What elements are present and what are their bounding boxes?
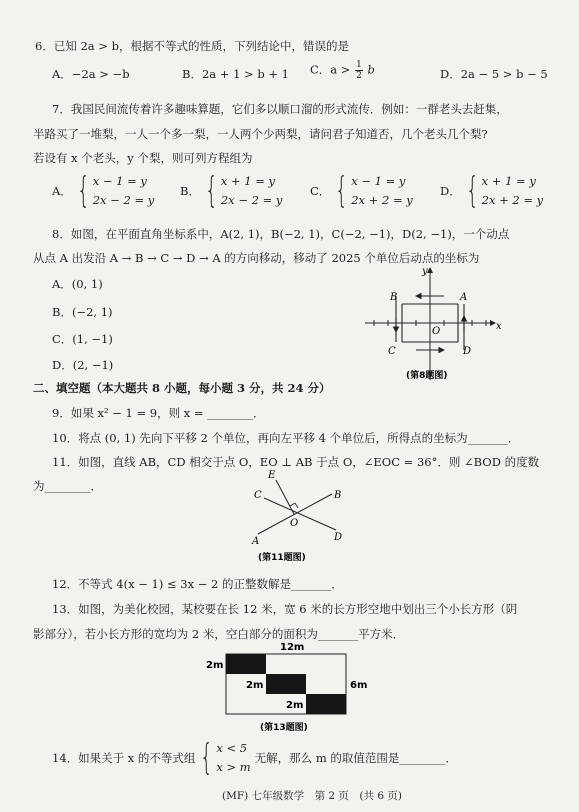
fig11-label-a: A — [252, 536, 260, 547]
fig8-label-c: C — [388, 346, 396, 357]
q6-option-a: A．−2a > −b — [52, 67, 130, 81]
page-footer: (MF) 七年级数学 第 2 页 (共 6 页) — [222, 790, 402, 802]
q7-line3: 若设有 x 个老头，y 个梨，则可列方程组为 — [33, 151, 253, 165]
q7-option-c: C． { x − 1 = y 2x + 2 = y — [310, 170, 413, 211]
fig8-label-x: x — [496, 321, 502, 332]
fig13-label-top: 12m — [280, 642, 305, 653]
fig11-label-d: D — [334, 532, 343, 543]
q9: 9．如果 x² − 1 = 9，则 x = ________． — [52, 406, 265, 420]
fig11-label-o: O — [290, 518, 299, 529]
fig13-label-mid: 2m — [246, 680, 264, 691]
q8-option-c: C．(1, −1) — [52, 332, 113, 346]
q8-line2: 从点 A 出发沿 A → B → C → D → A 的方向移动，移动了 2025 个单位后动点的坐标为 — [33, 251, 480, 265]
q11-figure — [240, 464, 350, 562]
q7-line2: 半路买了一堆梨，一人一个多一梨，一人两个少两梨，请问君子知道否，几个老头几个梨? — [33, 127, 488, 141]
q13-figure — [200, 640, 375, 735]
fig13-label-left: 2m — [206, 660, 224, 671]
q8-option-b: B．(−2, 1) — [52, 305, 113, 319]
q7-line1: 7．我国民间流传着许多趣味算题，它们多以顺口溜的形式流传．例如：一群老头去赶集， — [52, 102, 508, 116]
q13-line1: 13．如图，为美化校园，某校要在长 12 米，宽 6 米的长方形空地中划出三个小长方形（阴 — [52, 602, 518, 616]
fig11-caption: (第11题图) — [258, 553, 306, 562]
fig11-label-e: E — [268, 470, 276, 481]
q13-line2: 影部分），若小长方形的宽均为 2 米，空白部分的面积为_______平方米． — [33, 627, 405, 641]
q14: 14．如果关于 x 的不等式组 { x < 5 x > m 无解，那么 m 的取值范围是________． — [52, 737, 457, 778]
shaded-rect-2 — [266, 674, 306, 694]
q6-option-b: B．2a + 1 > b + 1 — [182, 67, 289, 81]
q8-option-a: A．(0, 1) — [52, 277, 103, 291]
q7-option-a: A． { x − 1 = y 2x − 2 = y — [52, 170, 155, 211]
shaded-rect-1 — [226, 654, 266, 674]
q6-option-c: C．a > $\frac{1}{2}$ b — [310, 60, 375, 81]
q7-option-d: D． { x + 1 = y 2x + 2 = y — [440, 170, 544, 211]
q7-option-b: B． { x + 1 = y 2x − 2 = y — [180, 170, 283, 211]
q11-line2: 为________． — [33, 479, 102, 493]
fig8-label-d: D — [463, 346, 472, 357]
section2-title: 二、填空题（本大题共 8 小题，每小题 3 分，共 24 分） — [33, 381, 331, 395]
q6-stem: 6．已知 2a > b，根据不等式的性质，下列结论中，错误的是 — [35, 39, 349, 53]
fig11-label-c: C — [254, 490, 262, 501]
fig8-label-o: O — [432, 326, 441, 337]
fig8-caption: (第8题图) — [406, 371, 448, 381]
q8-line1: 8．如图，在平面直角坐标系中，A(2, 1)，B(−2, 1)，C(−2, −1)，D(2, −1)，一个动点 — [52, 227, 510, 241]
fig8-label-y: y — [422, 266, 428, 277]
q6-option-d: D．2a − 5 > b − 5 — [440, 67, 548, 81]
fig8-label-b: B — [390, 292, 398, 303]
fig13-label-right: 6m — [350, 680, 368, 691]
q10: 10．将点 (0, 1) 先向下平移 2 个单位，再向左平移 4 个单位后，所得点的坐标为_______． — [52, 431, 520, 445]
q12: 12．不等式 4(x − 1) ≤ 3x − 2 的正整数解是_______． — [52, 577, 343, 591]
q8-option-d: D．(2, −1) — [52, 358, 114, 372]
fig11-label-b: B — [334, 490, 342, 501]
q8-figure — [360, 262, 510, 384]
fig8-label-a: A — [460, 292, 468, 303]
shaded-rect-3 — [306, 694, 346, 714]
fig13-label-bottom: 2m — [286, 700, 304, 711]
fig13-caption: (第13题图) — [260, 723, 308, 733]
q11-line1: 11．如图，直线 AB，CD 相交于点 O，EO ⊥ AB 于点 O，∠EOC = 36°．则 ∠BOD 的度数 — [52, 455, 540, 469]
